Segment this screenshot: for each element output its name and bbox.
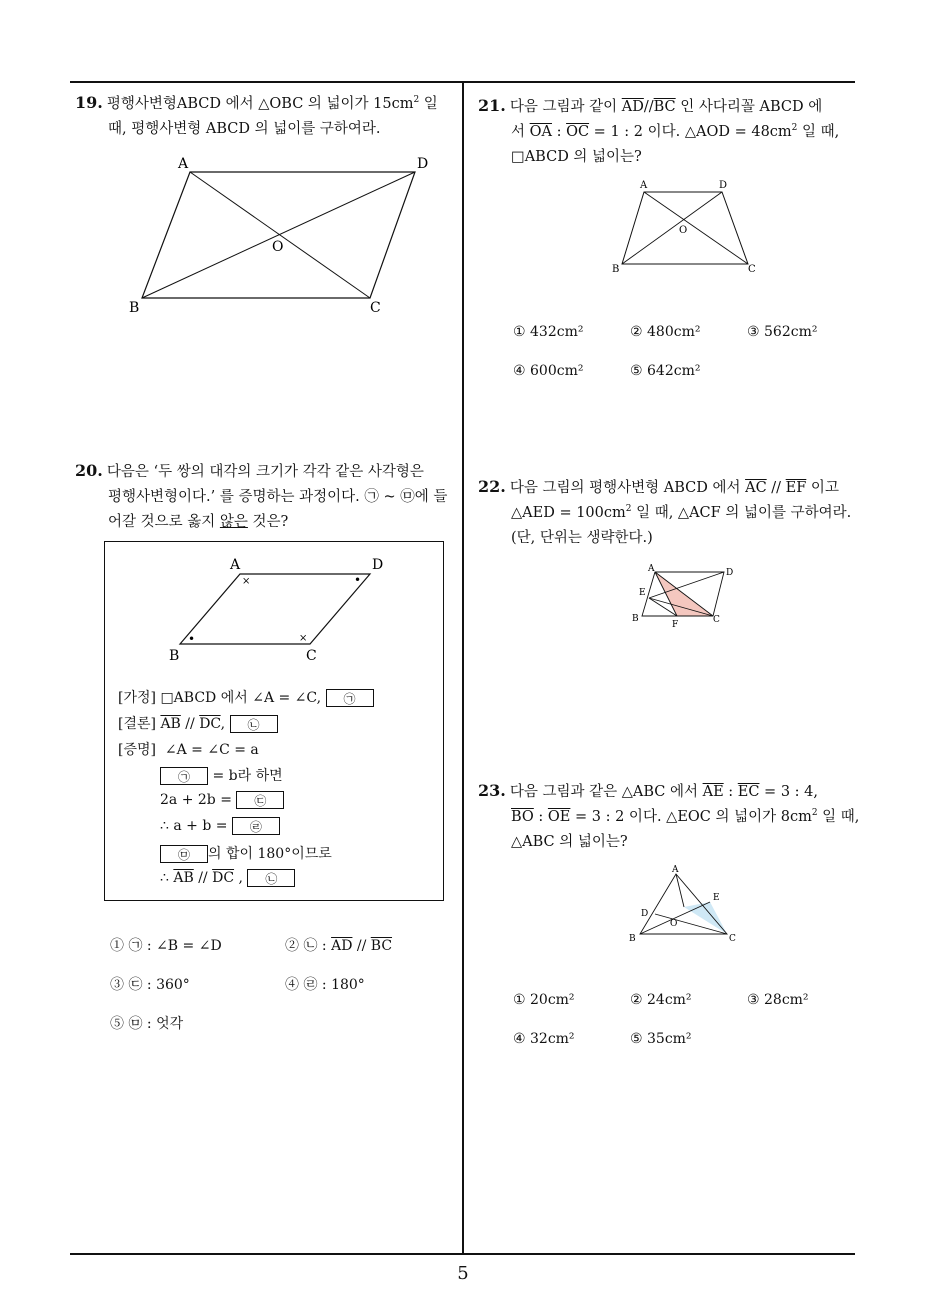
blank-4: ㉢	[236, 791, 284, 809]
label-B: B	[129, 300, 140, 316]
proof-box	[104, 541, 444, 901]
q23-choice-1[interactable]: ① 20cm²	[513, 992, 575, 1008]
label-A: A	[230, 557, 241, 573]
question-number: 21.	[478, 96, 506, 115]
q20-choice-1[interactable]: ① ㉠ : ∠B = ∠D	[110, 938, 222, 954]
label-C: C	[729, 934, 736, 944]
q20-parallelogram-figure	[160, 552, 390, 664]
diagonal-ac	[190, 172, 370, 298]
q23-choice-2[interactable]: ② 24cm²	[630, 992, 692, 1008]
proof-step-5: ∴ $\overline{AB} // \overline{DC}$ , ㉡	[160, 869, 295, 887]
label-A: A	[178, 156, 189, 172]
q23-choice-3[interactable]: ③ 28cm²	[747, 992, 809, 1008]
proof-step-3: ∴ a + b = ㉣	[160, 817, 280, 835]
label-A: A	[648, 564, 655, 574]
label-O: O	[679, 225, 688, 236]
angle-mark-d: •	[354, 573, 362, 587]
q21-trapezoid-figure	[608, 176, 768, 278]
label-D: D	[417, 156, 429, 172]
angle-mark-c: ×	[299, 633, 308, 644]
proof-given: [가정] □ABCD 에서 ∠A = ∠C, ㉠	[118, 687, 374, 707]
blank-1: ㉠	[326, 689, 374, 707]
q21-choice-5[interactable]: ⑤ 642cm²	[630, 363, 701, 379]
q20-choice-3[interactable]: ③ ㉢ : 360°	[110, 977, 190, 993]
q21-choice-3[interactable]: ③ 562cm²	[747, 324, 818, 340]
question-number: 20.	[75, 461, 103, 480]
question-22: 22. 다음 그림의 평행사변형 ABCD 에서 $\overline{AC} // \overline{EF}$ 이고 △AED = $100cm^2$ 일 때, △ACF 의 넓이를 구하여라. (단, 단위는 생략한다.)	[478, 477, 852, 546]
q21-choice-2[interactable]: ② 480cm²	[630, 324, 701, 340]
question-21: 21. 다음 그림과 같이 $\overline{AD}//\overline{BC}$ 인 사다리꼴 ABCD 에 서 $\overline{OA}$ : $\overline{OC} = 1$ : 2 이다. △AOD = $48cm^2$ 일 때, □ABCD 의 넓이는?	[478, 96, 840, 165]
shaded-triangle-eoc	[684, 902, 727, 934]
parallelogram-abcd	[180, 574, 370, 644]
question-20: 20. 다음은 ‘두 쌍의 대각의 크기가 각각 같은 사각형은 평행사변형이다.’ 를 증명하는 과정이다. ㉠ ~ ㉤에 들 어갈 것으로 옳지 않은 것은?	[75, 461, 448, 530]
blank-5: ㉣	[232, 817, 280, 835]
proof-start: [증명] ∠A = ∠C = a	[118, 742, 259, 758]
question-number: 23.	[478, 781, 506, 800]
diagonal-bd	[622, 192, 722, 264]
column-divider	[462, 82, 464, 1254]
question-23: 23. 다음 그림과 같은 △ABC 에서 $\overline{AE}$ : $\overline{EC} = 3$ : 4, $\overline{BO}$ : $\overline{OE} = 3$ : 2 이다. △EOC 의 넓이가 $8cm^2$ 일 때, △ABC 의 넓이는?	[478, 781, 860, 850]
blank-3: ㉠	[160, 767, 208, 785]
label-E: E	[713, 893, 720, 903]
blank-7: ㉡	[247, 869, 295, 887]
bottom-rule	[70, 1253, 855, 1255]
label-D: D	[372, 557, 384, 573]
proof-step-4: ㉤ 의 합이 180°이므로	[160, 843, 332, 863]
question-number: 19.	[75, 93, 103, 112]
label-B: B	[612, 264, 620, 275]
label-O: O	[272, 239, 284, 255]
proof-step-2: 2a + 2b = ㉢	[160, 791, 284, 809]
label-D: D	[641, 909, 649, 919]
proof-conclusion: [결론] $\overline{AB} // \overline{DC}$, ㉡	[118, 713, 278, 733]
q23-triangle-figure	[624, 862, 744, 948]
label-A: A	[640, 180, 648, 191]
label-C: C	[370, 300, 381, 316]
angle-mark-b: •	[188, 632, 196, 646]
proof-step-1: ㉠ = b라 하면	[160, 765, 283, 785]
label-D: D	[726, 568, 734, 578]
q20-choice-5[interactable]: ⑤ ㉤ : 엇각	[110, 1016, 184, 1032]
q20-choice-2[interactable]: ② ㉡ : $\overline{AD} // \overline{BC}$	[285, 938, 393, 954]
diagonal-ac	[644, 192, 748, 264]
q22-parallelogram-figure	[628, 562, 748, 632]
label-E: E	[639, 588, 646, 598]
label-C: C	[713, 615, 720, 625]
q19-parallelogram-figure	[120, 150, 440, 320]
blank-6: ㉤	[160, 845, 208, 863]
label-C: C	[748, 264, 756, 275]
q23-choice-5[interactable]: ⑤ 35cm²	[630, 1031, 692, 1047]
q21-choice-4[interactable]: ④ 600cm²	[513, 363, 584, 379]
angle-mark-a: ×	[242, 576, 251, 587]
label-C: C	[306, 648, 317, 664]
label-D: D	[719, 180, 728, 191]
label-B: B	[632, 614, 639, 624]
question-19: 19. 평행사변형ABCD 에서 △OBC 의 넓이가 $15cm^2$ 일 때, 평행사변형 ABCD 의 넓이를 구하여라.	[75, 93, 438, 137]
page-number: 5	[457, 1263, 469, 1284]
label-A: A	[672, 865, 679, 875]
segment-be	[640, 902, 710, 934]
q23-choice-4[interactable]: ④ 32cm²	[513, 1031, 575, 1047]
label-B: B	[629, 934, 636, 944]
q20-choice-4[interactable]: ④ ㉣ : 180°	[285, 977, 365, 993]
label-B: B	[169, 648, 180, 664]
label-O: O	[670, 919, 678, 929]
label-F: F	[672, 620, 679, 630]
blank-2: ㉡	[230, 715, 278, 733]
q21-choice-1[interactable]: ① 432cm²	[513, 324, 584, 340]
question-number: 22.	[478, 477, 506, 496]
